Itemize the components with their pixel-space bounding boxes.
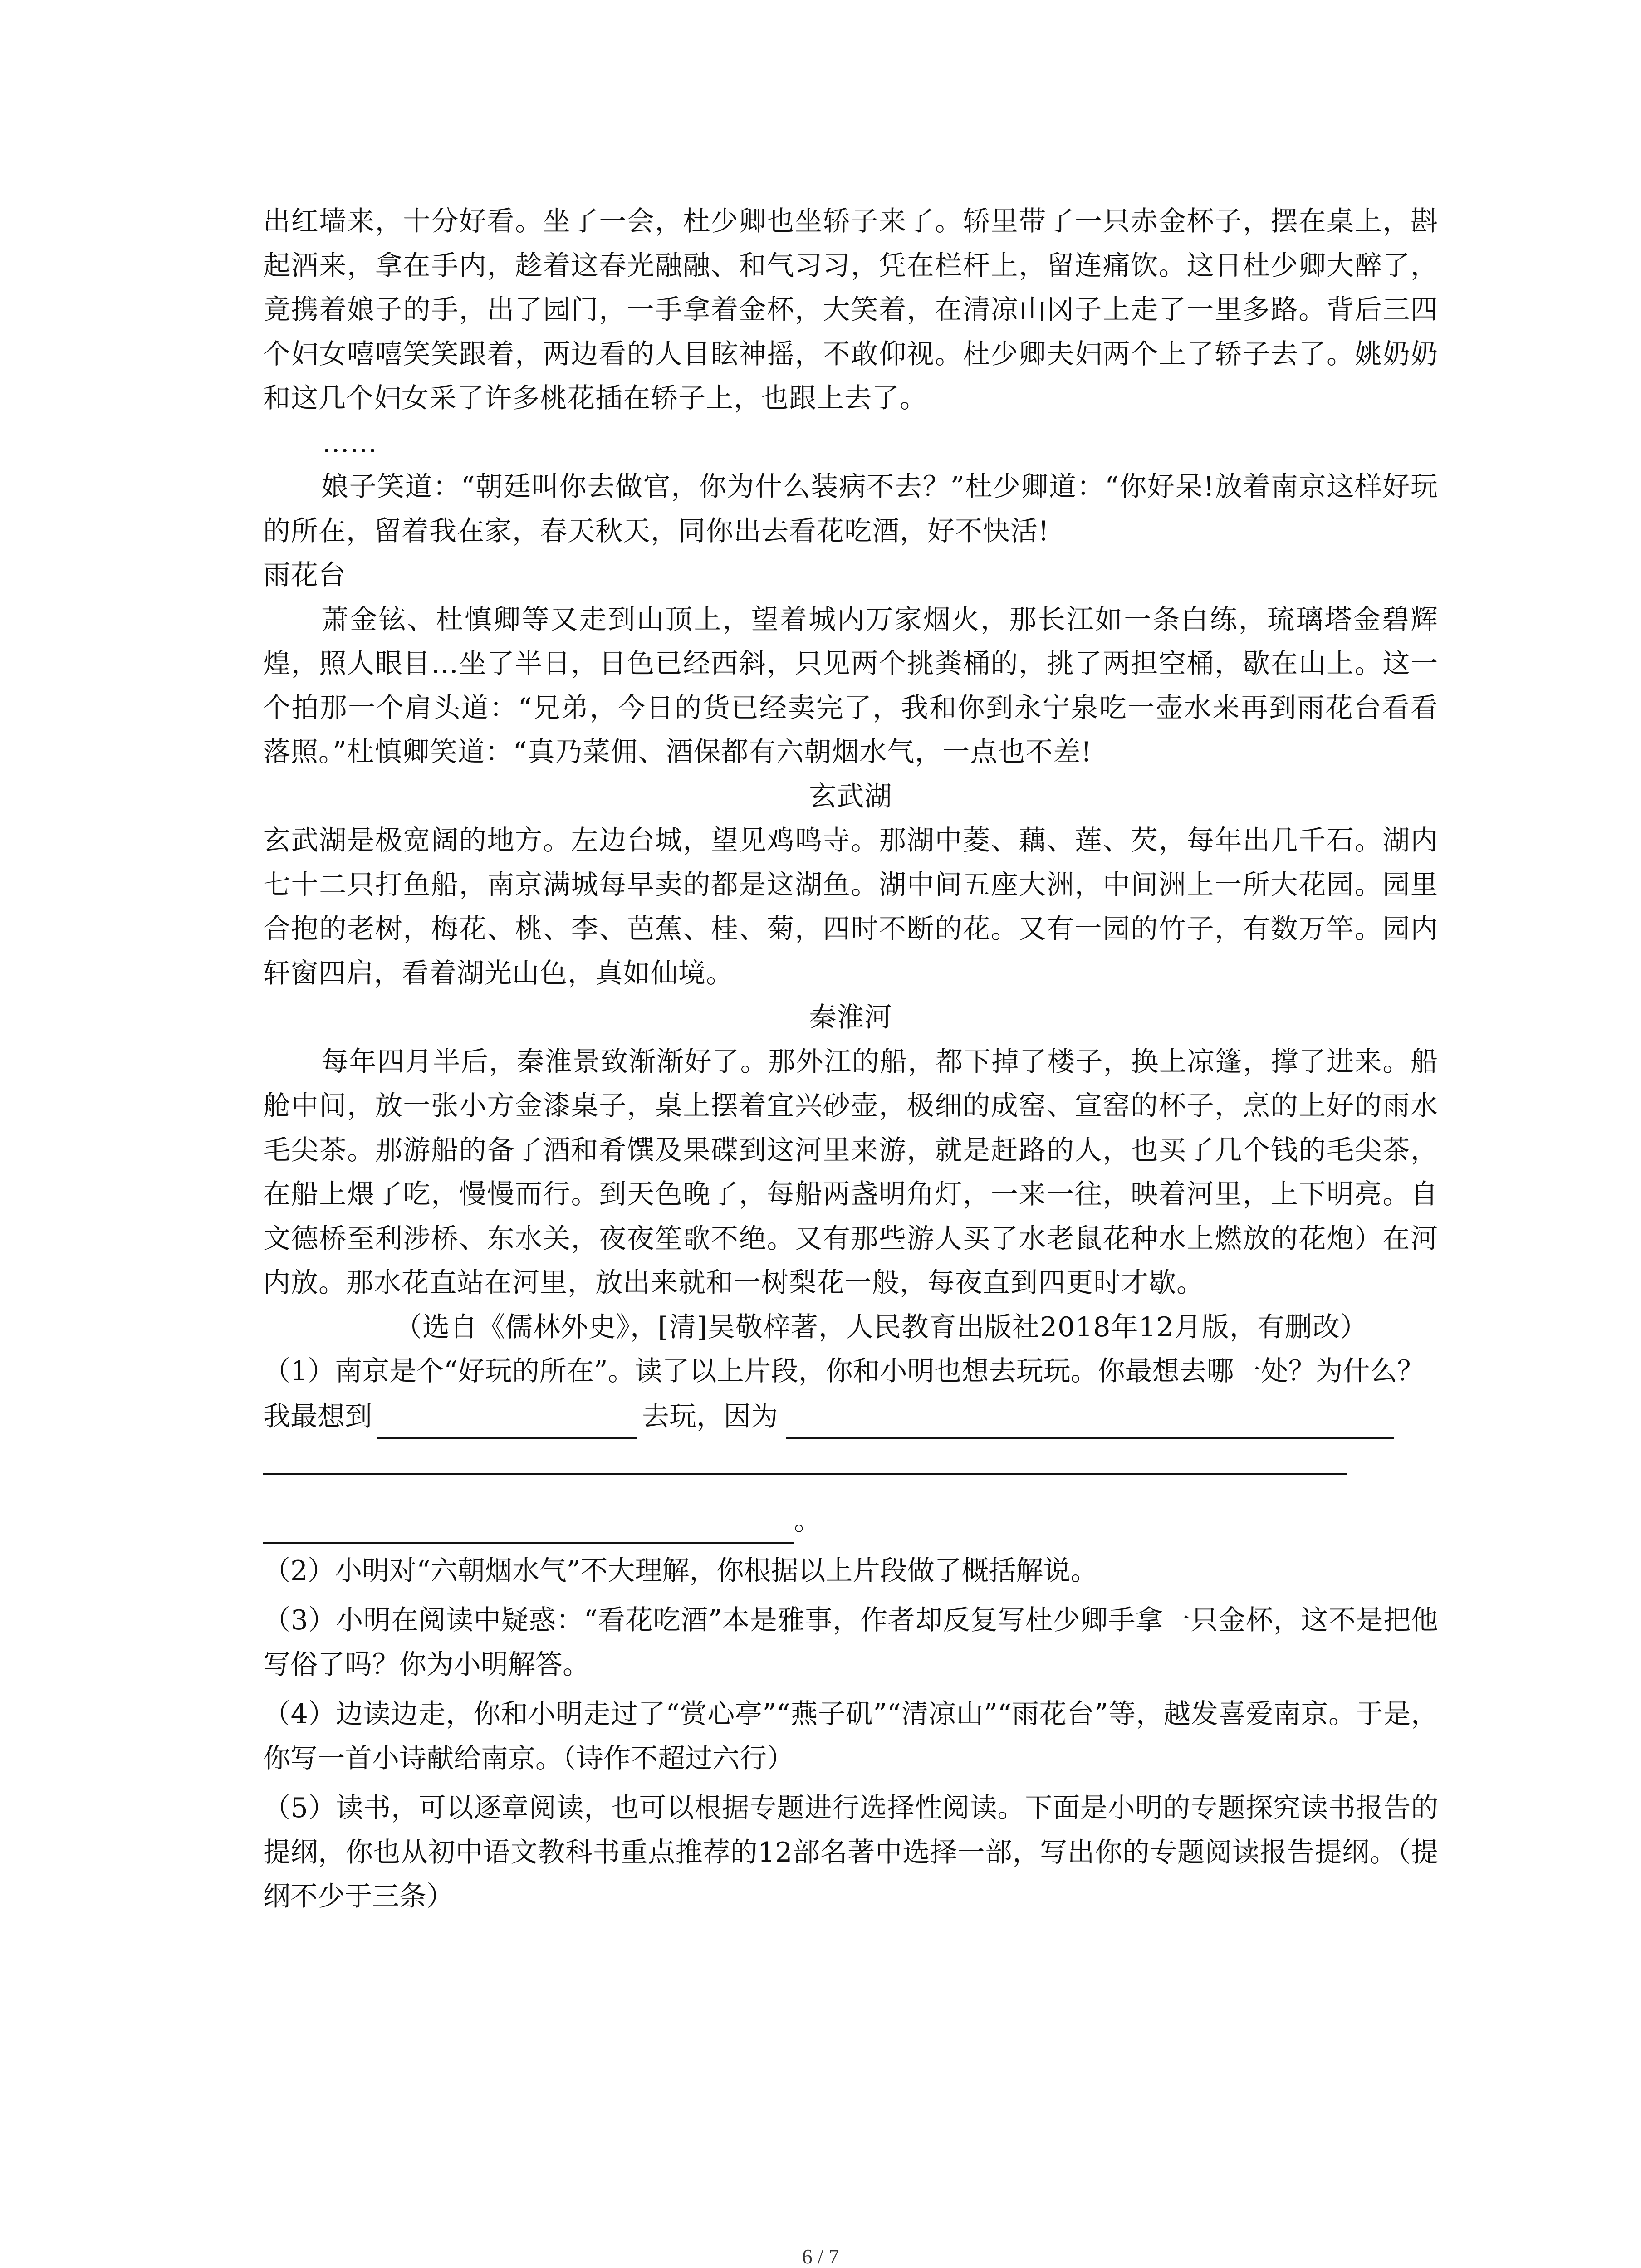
- answer-fill-row: [263, 1394, 1438, 1446]
- section-heading-yuhuatai: 雨花台: [263, 559, 346, 591]
- page-content: [263, 200, 1438, 1919]
- passage-paragraph: 娘子笑道：“朝廷叫你去做官，你为什么装病不去？”杜少卿道：“你好呆!放着南京这样好玩的所在，留着我在家，春天秋天，同你出去看花吃酒，好不快活!: [263, 471, 1438, 547]
- passage-paragraph: 每年四月半后，秦淮景致渐渐好了。那外江的船，都下掉了楼子，换上凉篷，撑了进来。船舱中间，放一张小方金漆桌子，桌上摆着宜兴砂壶，极细的成窑、宣窑的杯子，烹的上好的雨水毛尖茶。那游船的备了酒和肴馔及果碟到这河里来游，就是赶路的人，也买了几个钱的毛尖茶，在船上煨了吃，慢慢而行。到天色晚了，每船两盏明角灯，一来一往，映着河里，上下明亮。自文德桥至利涉桥、东水关，夜夜笙歌不绝。又有那些游人买了水老鼠花种水上燃放的花炮）在河内放。那水花直站在河里，放出来就和一树梨花一般，每夜直到四更时才歇。: [263, 1046, 1438, 1299]
- answer-line[interactable]: [263, 1510, 794, 1544]
- fill-prefix: 我最想到: [263, 1400, 372, 1432]
- fill-end: 。: [794, 1505, 821, 1537]
- fill-middle: 去玩，因为: [642, 1400, 778, 1432]
- question-1: （1）南京是个“好玩的所在”。读了以上片段，你和小明也想去玩玩。你最想去哪一处？为什么？: [263, 1355, 1425, 1387]
- answer-line-row: [263, 1498, 1438, 1544]
- page-number: 6 / 7: [802, 2245, 839, 2268]
- passage-paragraph: 玄武湖是极宽阔的地方。左边台城，望见鸡鸣寺。那湖中菱、藕、莲、芡，每年出几千石。湖内七十二只打鱼船，南京满城每早卖的都是这湖鱼。湖中间五座大洲，中间洲上一所大花园。园里合抱的老树，梅花、桃、李、芭蕉、桂、菊，四时不断的花。又有一园的竹子，有数万竿。园内轩窗四启，看着湖光山色，真如仙境。: [263, 825, 1438, 989]
- source-citation: （选自《儒林外史》，[清]吴敬梓著，人民教育出版社2018年12月版，有删改）: [395, 1311, 1368, 1343]
- section-heading-qinhuaihe: 秦淮河: [809, 1002, 892, 1033]
- question-3: （3）小明在阅读中疑惑：“看花吃酒”本是雅事，作者却反复写杜少卿手拿一只金杯，这不是把他写俗了吗？你为小明解答。: [263, 1604, 1438, 1681]
- passage-paragraph: 出红墙来，十分好看。坐了一会，杜少卿也坐轿子来了。轿里带了一只赤金杯子，摆在桌上，斟起酒来，拿在手内，趁着这春光融融、和气习习，凭在栏杆上，留连痛饮。这日杜少卿大醉了，竟携着娘子的手，出了园门，一手拿着金杯，大笑着，在清凉山冈子上走了一里多路。背后三四个妇女嘻嘻笑笑跟着，两边看的人目眩神摇，不敢仰视。杜少卿夫妇两个上了轿子去了。姚奶奶和这几个妇女采了许多桃花插在轿子上，也跟上去了。: [263, 205, 1438, 414]
- passage-paragraph: 萧金铉、杜慎卿等又走到山顶上，望着城内万家烟火，那长江如一条白练，琉璃塔金碧辉煌，照人眼目…坐了半日，日色已经西斜，只见两个挑粪桶的，挑了两担空桶，歇在山上。这一个拍那一个肩头道：“兄弟，今日的货已经卖完了，我和你到永宁泉吃一壶水来再到雨花台看看落照。”杜慎卿笑道：“真乃菜佣、酒保都有六朝烟水气，一点也不差!: [263, 603, 1438, 768]
- answer-line-row: [263, 1446, 1438, 1498]
- answer-blank-reason[interactable]: [786, 1406, 1394, 1439]
- answer-line[interactable]: [263, 1473, 1347, 1475]
- question-5: （5）读书，可以逐章阅读，也可以根据专题进行选择性阅读。下面是小明的专题探究读书报告的提纲，你也从初中语文教科书重点推荐的12部名著中选择一部，写出你的专题阅读报告提纲。（提纲不少于三条）: [263, 1792, 1438, 1912]
- question-4: （4）边读边走，你和小明走过了“赏心亭”“燕子矶”“清凉山”“雨花台”等，越发喜爱南京。于是，你写一首小诗献给南京。（诗作不超过六行）: [263, 1698, 1438, 1774]
- answer-blank-place[interactable]: [377, 1406, 637, 1439]
- passage-ellipsis: ……: [322, 426, 377, 459]
- question-2: （2）小明对“六朝烟水气”不大理解，你根据以上片段做了概括解说。: [263, 1554, 1098, 1587]
- section-heading-xuanwuhu: 玄武湖: [809, 780, 892, 812]
